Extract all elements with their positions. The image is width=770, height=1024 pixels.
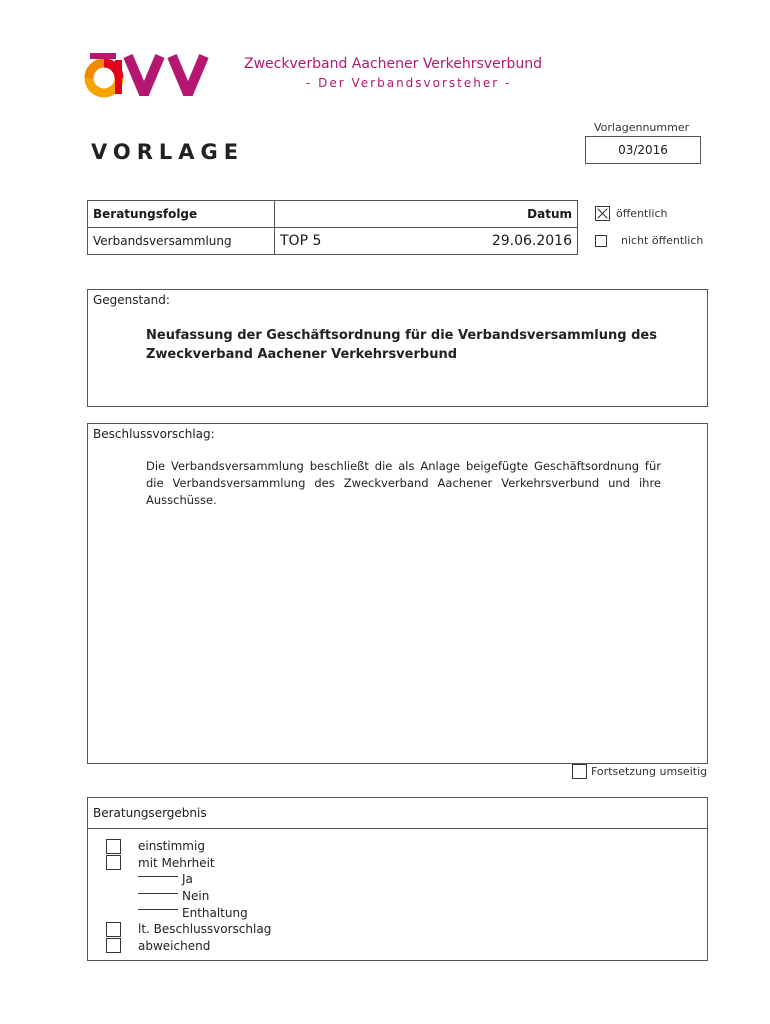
gegenstand-text: Neufassung der Geschäftsordnung für die Verbandsversammlung des Zweckverband Aachener Verkehrsverbund [146,328,657,362]
option-label: einstimmig [138,839,205,854]
option-label: abweichend [138,938,211,953]
fortsetzung-label: Fortsetzung umseitig [591,765,708,778]
vorlagennummer-field[interactable]: 03/2016 [585,136,701,164]
checkbox-icon[interactable] [106,938,121,953]
top-datum-cell [275,228,578,255]
avv-logo [82,46,224,98]
option-oeffentlich[interactable] [595,206,668,221]
gremium-cell: Verbandsversammlung [88,228,275,255]
vote-label: Enthaltung [182,905,248,920]
datum-value: 29.06.2016 [491,233,572,249]
vote-nein-row [106,888,271,905]
option-lt-beschlussvorschlag[interactable] [106,921,271,938]
option-nicht-oeffentlich[interactable] [595,234,703,247]
top-number: TOP 5 [280,233,322,249]
document-title: VORLAGE [91,140,245,164]
gegenstand-section [87,289,708,407]
option-label: nicht öffentlich [621,234,704,247]
beschlussvorschlag-section [87,423,708,764]
gegenstand-label: Gegenstand: [93,293,170,307]
org-name: Zweckverband Aachener Verkehrsverbund [244,56,542,72]
fortsetzung-option[interactable] [572,764,707,779]
vote-count-blank[interactable] [138,909,178,910]
vote-enthaltung-row [106,904,271,921]
vote-count-blank[interactable] [138,893,178,894]
option-einstimmig[interactable] [106,838,271,855]
vote-label: Nein [182,889,210,904]
option-label: öffentlich [616,207,668,220]
checkbox-checked-icon[interactable] [595,206,610,221]
datum-header: Datum [275,201,578,228]
vote-label: Ja [182,872,193,887]
beschlussvorschlag-text: Die Verbandsversammlung beschließt die als Anlage beigefügte Geschäftsordnung für die Verbandsversammlung des Zweckverband Aachener Verkehrsverbund und ihre Ausschüsse. [146,459,661,507]
beratungsfolge-table [87,200,578,255]
table-row [88,201,578,228]
beratungsergebnis-label: Beratungsergebnis [93,806,207,820]
option-label: lt. Beschlussvorschlag [138,922,272,937]
option-label: mit Mehrheit [138,855,215,870]
beratungsergebnis-header [88,798,707,829]
vorlagennummer-label: Vorlagennummer [594,121,690,134]
checkbox-icon[interactable] [595,235,607,247]
checkbox-icon[interactable] [572,764,587,779]
beratungsergebnis-options [106,838,271,954]
checkbox-icon[interactable] [106,839,121,854]
beratungsfolge-header: Beratungsfolge [88,201,275,228]
table-row [88,228,578,255]
vote-ja-row [106,871,271,888]
option-mit-mehrheit[interactable] [106,855,271,872]
option-abweichend[interactable] [106,938,271,955]
beschlussvorschlag-label: Beschlussvorschlag: [93,427,215,441]
checkbox-icon[interactable] [106,922,121,937]
beratungsergebnis-section [87,797,708,961]
vote-count-blank[interactable] [138,876,178,877]
checkbox-icon[interactable] [106,855,121,870]
org-subtitle: - Der Verbandsvorsteher - [306,76,512,90]
